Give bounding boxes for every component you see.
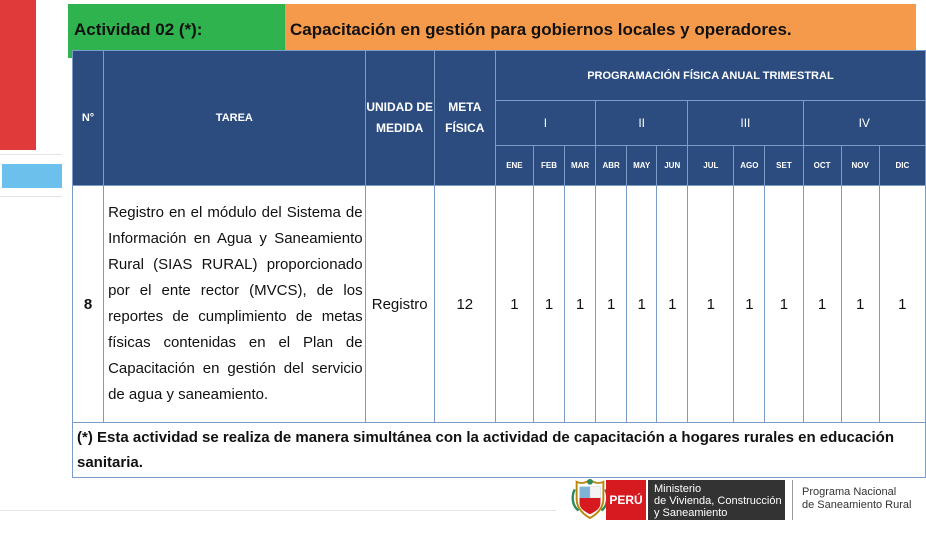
table-row [73,186,926,423]
month-header: ENE [495,146,533,186]
col-header-meta: META FÍSICA [434,51,495,186]
quarter-header: IV [803,101,926,146]
row-meta: 12 [434,186,495,423]
note-row [73,423,926,478]
row-month-value: 1 [596,186,627,423]
program-line: Programa Nacional [802,486,897,498]
month-header: MAR [565,146,596,186]
row-month-value: 1 [734,186,765,423]
quarter-header: III [688,101,803,146]
month-header: OCT [803,146,841,186]
coat-of-arms-icon [570,478,610,520]
ministry-line: y Saneamiento [654,507,728,519]
program-line: de Saneamiento Rural [802,499,912,511]
row-month-value: 1 [657,186,688,423]
row-number: 8 [73,186,104,423]
ministry-logo [648,480,785,520]
row-month-value: 1 [565,186,596,423]
decorative-line [0,196,62,197]
month-header: FEB [533,146,564,186]
row-unit: Registro [365,186,434,423]
month-header: JUN [657,146,688,186]
quarter-header: I [495,101,595,146]
row-month-value: 1 [688,186,734,423]
col-header-task: TAREA [104,51,366,186]
program-name [802,486,911,512]
activity-label: Actividad 02 (*): [74,20,203,39]
quarter-header: II [596,101,688,146]
month-header: JUL [688,146,734,186]
month-header: MAY [627,146,657,186]
row-month-value: 1 [627,186,657,423]
footer-separator [792,480,793,520]
row-month-value: 1 [533,186,564,423]
col-header-num: N° [73,51,104,186]
month-header: SET [765,146,803,186]
col-header-unit: UNIDAD DE MEDIDA [365,51,434,186]
footnote: (*) Esta actividad se realiza de manera simultánea con la actividad de capacitación a hogares rurales en educación sanitaria. [73,423,926,478]
row-month-value: 1 [879,186,925,423]
decorative-blue-box [2,164,62,188]
footer-divider [0,510,556,511]
row-task: Registro en el módulo del Sistema de Información en Agua y Saneamiento Rural (SIAS RURAL) proporcionado por el ente rector (MVCS), de los reportes de cumplimiento de metas físicas contenidas en el Plan de Capacitación en gestión del servicio de agua y saneamiento. [104,186,366,423]
peru-logo-text: PERÚ [609,493,643,507]
row-month-value: 1 [841,186,879,423]
row-month-value: 1 [765,186,803,423]
decorative-red-bar [0,0,36,150]
programming-table [72,50,926,478]
header-row [73,51,926,101]
month-header: DIC [879,146,925,186]
month-header: NOV [841,146,879,186]
ministry-line: de Vivienda, Construcción [654,495,782,507]
row-month-value: 1 [495,186,533,423]
col-header-programming: PROGRAMACIÓN FÍSICA ANUAL TRIMESTRAL [495,51,925,101]
row-month-value: 1 [803,186,841,423]
peru-logo [606,480,646,520]
activity-title: Capacitación en gestión para gobiernos locales y operadores. [290,20,792,39]
month-header: AGO [734,146,765,186]
decorative-line [0,154,62,155]
ministry-line: Ministerio [654,483,702,495]
month-header: ABR [596,146,627,186]
